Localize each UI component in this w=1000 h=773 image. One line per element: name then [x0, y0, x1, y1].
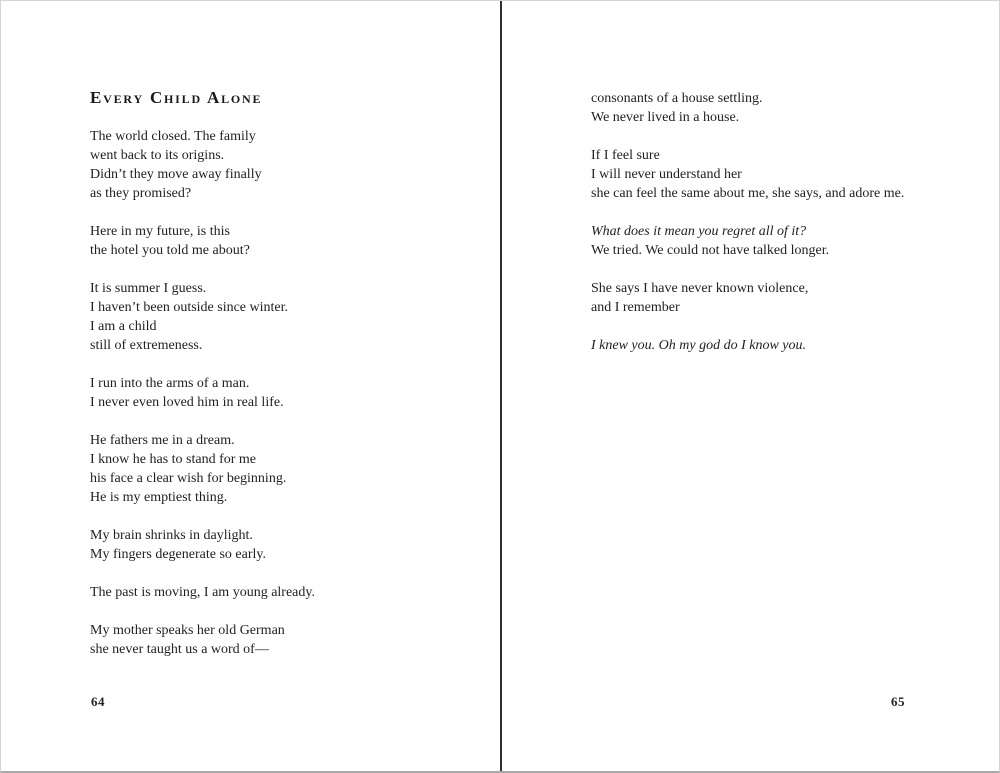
poem-line: He is my emptiest thing.	[90, 490, 228, 505]
stanza	[90, 222, 486, 260]
page-left	[1, 1, 500, 771]
poem-line: I haven’t been outside since winter.	[90, 300, 289, 315]
poem-line: his face a clear wish for beginning.	[90, 471, 287, 486]
poem-line: It is summer I guess.	[90, 281, 207, 296]
poem-line: I never even loved him in real life.	[90, 395, 284, 410]
stanza	[90, 279, 486, 355]
poem-line: Here in my future, is this	[90, 224, 230, 239]
poem-line: The past is moving, I am young already.	[90, 585, 315, 600]
stanza	[591, 222, 985, 260]
poem-line: Didn’t they move away finally	[90, 167, 262, 182]
poem-line: We tried. We could not have talked longer.	[591, 243, 830, 258]
page-right	[502, 1, 999, 771]
poem-line: as they promised?	[90, 186, 192, 201]
poem-line: My mother speaks her old German	[90, 623, 285, 638]
poem-line: I knew you. Oh my god do I know you.	[591, 338, 807, 353]
poem-title: Every Child Alone	[90, 88, 263, 107]
poem-line: He fathers me in a dream.	[90, 433, 235, 448]
poem-line: the hotel you told me about?	[90, 243, 250, 258]
poem-line: I am a child	[90, 319, 157, 334]
poem-line: I will never understand her	[591, 167, 742, 182]
poem-line: she never taught us a word of—	[90, 642, 269, 657]
poem-line: she can feel the same about me, she says, and adore me.	[591, 186, 905, 201]
stanza	[90, 127, 486, 203]
poem-line: and I remember	[591, 300, 680, 315]
stanza	[90, 621, 486, 659]
poem-line: She says I have never known violence,	[591, 281, 809, 296]
stanza	[591, 336, 985, 355]
stanza	[591, 279, 985, 317]
page-number-right: 65	[891, 694, 905, 709]
page-left-content	[90, 89, 486, 659]
poem-line: What does it mean you regret all of it?	[591, 224, 807, 239]
stanza	[90, 526, 486, 564]
page-right-content	[591, 89, 985, 355]
poem-line: My fingers degenerate so early.	[90, 547, 266, 562]
poem-line: consonants of a house settling.	[591, 91, 763, 106]
stanza	[591, 89, 985, 127]
poem-line: went back to its origins.	[90, 148, 225, 163]
poem-line: My brain shrinks in daylight.	[90, 528, 253, 543]
poem-line: We never lived in a house.	[591, 110, 740, 125]
poem-body-left	[90, 127, 486, 659]
stanza	[90, 374, 486, 412]
page-number-left: 64	[91, 694, 105, 709]
poem-line: If I feel sure	[591, 148, 660, 163]
stanza	[90, 431, 486, 507]
poem-line: still of extremeness.	[90, 338, 203, 353]
poem-body-right	[591, 89, 985, 355]
poem-line: I run into the arms of a man.	[90, 376, 250, 391]
stanza	[90, 583, 486, 602]
poem-line: I know he has to stand for me	[90, 452, 257, 467]
poem-line: The world closed. The family	[90, 129, 256, 144]
stanza	[591, 146, 985, 203]
